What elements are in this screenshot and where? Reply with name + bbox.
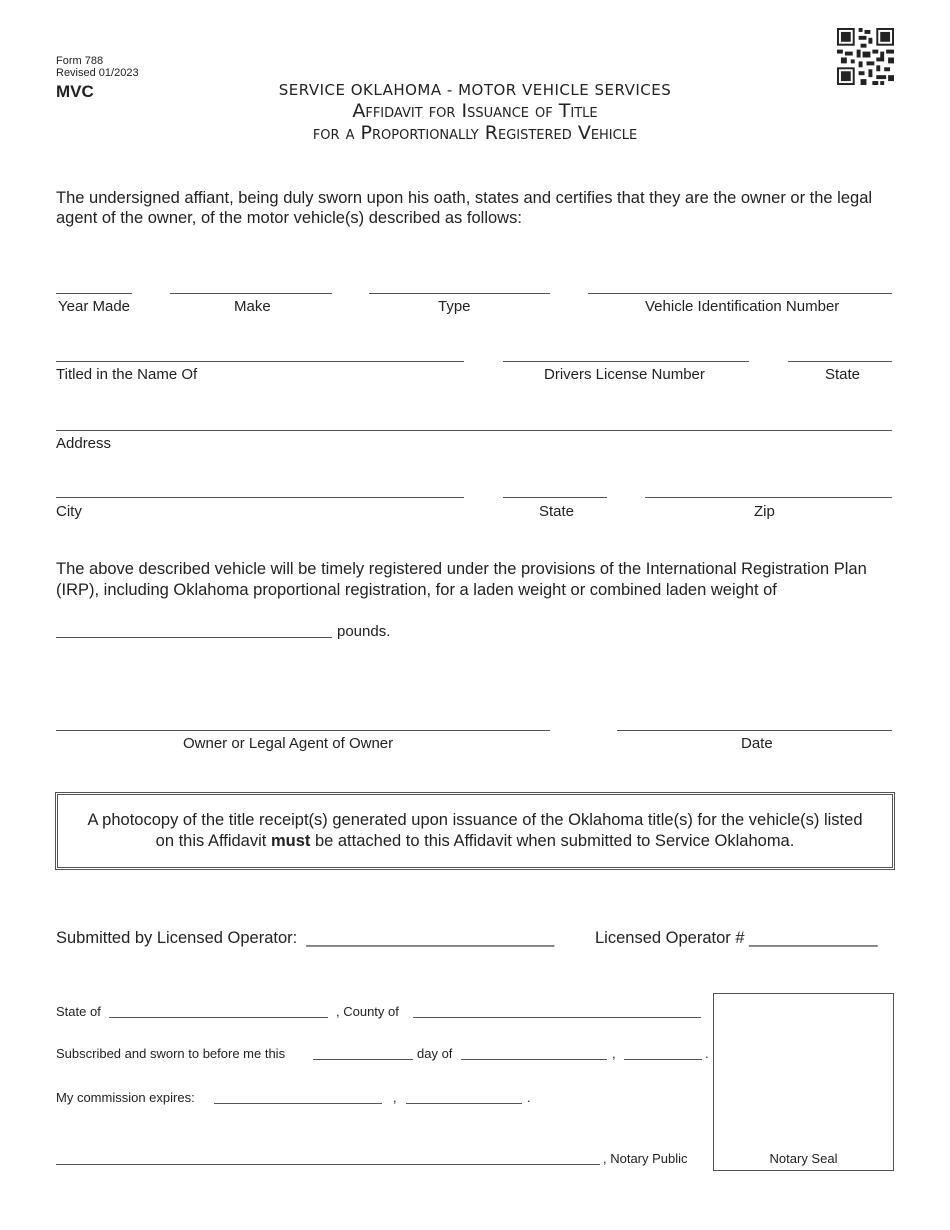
license-state-field[interactable] (788, 361, 892, 362)
laden-weight-field[interactable] (56, 637, 332, 638)
city-label: City (56, 503, 82, 520)
qr-code-icon (837, 28, 894, 85)
sworn-day-field[interactable] (313, 1059, 413, 1060)
zip-label: Zip (754, 503, 775, 520)
zip-field[interactable] (645, 497, 892, 498)
city-field[interactable] (56, 497, 464, 498)
drivers-license-field[interactable] (503, 361, 749, 362)
notice-line2-end: be attached to this Affidavit when submitted to Service Oklahoma. (310, 832, 795, 850)
make-label: Make (234, 298, 271, 315)
make-field[interactable] (170, 293, 332, 294)
title-receipt-notice (55, 792, 895, 870)
vin-label: Vehicle Identification Number (645, 298, 840, 315)
drivers-license-label: Drivers License Number (544, 366, 705, 383)
license-state-label: State (825, 366, 861, 383)
signature-date-label: Date (741, 735, 773, 752)
owner-signature-label: Owner or Legal Agent of Owner (183, 735, 394, 752)
notary-signature-field[interactable] (56, 1164, 600, 1165)
sworn-year-field[interactable] (624, 1059, 702, 1060)
commission-expires-label: My commission expires: (56, 1090, 195, 1105)
type-field[interactable] (369, 293, 550, 294)
notice-line2-start: on this Affidavit (155, 832, 271, 850)
address-state-label: State (539, 503, 575, 520)
type-label: Type (438, 298, 471, 315)
notary-state-field[interactable] (109, 1017, 328, 1018)
form-number: Form 788 (56, 55, 104, 67)
agency-name: SERVICE OKLAHOMA - MOTOR VEHICLE SERVICES (278, 81, 672, 99)
commission-expires-year-field[interactable] (406, 1103, 522, 1104)
titled-name-field[interactable] (56, 361, 464, 362)
address-label: Address (56, 435, 112, 452)
division-code: MVC (56, 82, 94, 101)
notice-line1: A photocopy of the title receipt(s) generated upon issuance of the Oklahoma title(s) for the vehicle(s) listed (87, 811, 863, 829)
commission-comma: , (393, 1090, 397, 1105)
year-made-field[interactable] (56, 293, 132, 294)
titled-name-label: Titled in the Name Of (56, 366, 198, 383)
notice-emphasis: must (270, 832, 311, 850)
licensed-operator-number-field[interactable]: Licensed Operator # ______________ (595, 929, 878, 947)
intro-statement: The undersigned affiant, being duly sworn upon his oath, states and certifies that they are the owner or the legal agent of the owner, of the motor vehicle(s) described as follows: (56, 189, 873, 227)
address-state-field[interactable] (503, 497, 607, 498)
sworn-month-field[interactable] (461, 1059, 607, 1060)
form-title-line1: Affidavit for Issuance of Title (352, 100, 598, 122)
sworn-date-period: . (705, 1046, 709, 1061)
notary-county-field[interactable] (413, 1017, 701, 1018)
commission-period: . (527, 1090, 531, 1105)
signature-date-field[interactable] (617, 730, 892, 731)
form-title-line2: for a Proportionally Registered Vehicle (312, 122, 638, 144)
notary-seal-label: Notary Seal (769, 1151, 838, 1166)
state-of-label: State of (56, 1004, 101, 1019)
owner-signature-field[interactable] (56, 730, 550, 731)
notice-line2 (156, 831, 795, 852)
revision-date: Revised 01/2023 (56, 67, 139, 79)
notary-public-label: , Notary Public (603, 1151, 688, 1166)
irp-statement: The above described vehicle will be timely registered under the provisions of the International Registration Plan (IRP), including Oklahoma proportional registration, for a laden weight or combined laden weight of (56, 560, 867, 599)
notary-seal-box (713, 993, 894, 1171)
sworn-date-comma: , (612, 1046, 616, 1061)
subscribed-label: Subscribed and sworn to before me this (56, 1046, 286, 1061)
pounds-label: pounds. (337, 623, 391, 640)
vin-field[interactable] (588, 293, 892, 294)
county-of-label: , County of (336, 1004, 399, 1019)
day-of-label: day of (417, 1046, 453, 1061)
commission-expires-date-field[interactable] (214, 1103, 382, 1104)
submitted-by-operator-field[interactable]: Submitted by Licensed Operator: ___________________________ (56, 929, 555, 947)
address-field[interactable] (56, 430, 892, 431)
year-made-label: Year Made (58, 298, 130, 315)
